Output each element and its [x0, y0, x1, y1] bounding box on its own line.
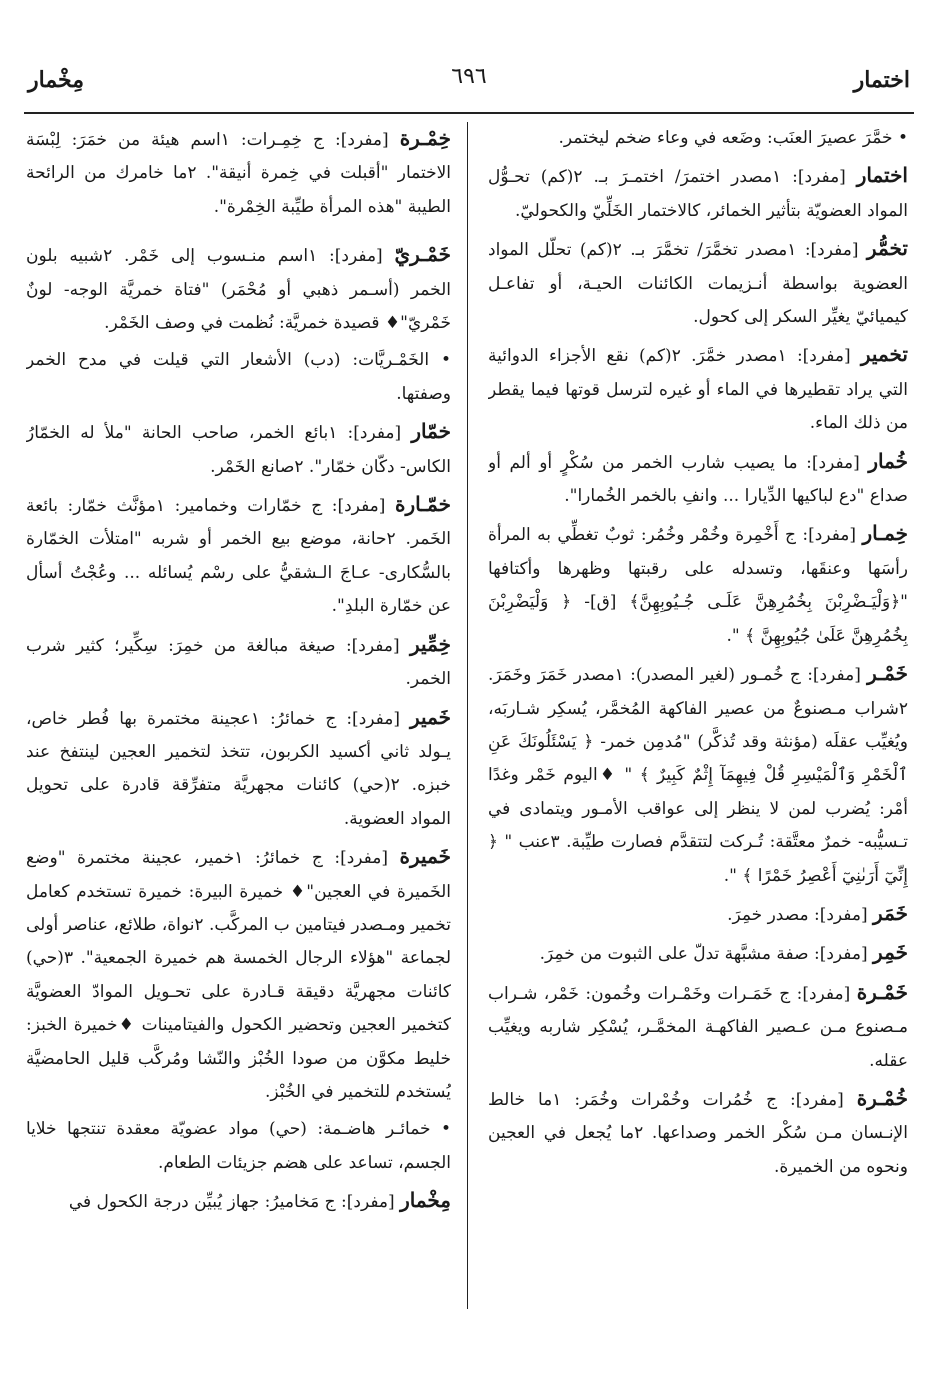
headword: خَمْـريّ	[394, 242, 451, 267]
headword: اختمار	[856, 163, 908, 188]
dictionary-entry	[26, 1113, 451, 1180]
entry-text: • خمَّرَ عصيرَ العنَب: وضَعه في وعاء ضخم ليختمر.	[558, 128, 908, 148]
entry-text: [مفرد]: مصدر خمِرَ.	[727, 904, 874, 925]
entry-text: [مفرد]: صفة مشبَّهة تدلّ على الثبوت من خمِرَ.	[539, 944, 874, 965]
dictionary-entry	[26, 415, 451, 484]
dictionary-entry	[488, 122, 908, 155]
dictionary-entry	[26, 628, 451, 697]
dictionary-entry	[488, 445, 908, 514]
headword: تخمير	[860, 342, 908, 367]
dictionary-entry	[488, 1082, 908, 1184]
dictionary-entry	[488, 517, 908, 653]
entry-text: [مفرد]: ج أَخْمِرة وخُمْر وخُمُر: ثوبٌ تغطِّي به المرأة رأسَها وعنقَها، وتسدله على رقبتها وظهرها وأكتافها "﴿وَلْيَـضْرِبْنَ بِخُمُرِهِنَّ عَلَـى جُـيُوبِهِنَّ﴾ [ق]- ﴿ وَلْيَضْرِبْنَ بِخُمُرِهِنَّ عَلَىٰ جُيُوبِهِنَّ ﴾ ".	[488, 525, 908, 646]
dictionary-entry	[26, 238, 451, 340]
entry-text: • خمائـر هاضـمة: (حي) مواد عضويّة معقدة تنتجها خلايا الجسم، تساعد على هضم جزيئات الطعام.	[26, 1119, 451, 1173]
dictionary-entry	[488, 936, 908, 971]
dictionary-entry	[488, 232, 908, 334]
dictionary-entry	[488, 897, 908, 932]
entry-text: [مفرد]: ج مَخاميرُ: جهاز يُبيِّن درجة الكحول في	[68, 1192, 401, 1213]
dictionary-entry	[26, 1184, 451, 1219]
dictionary-entry	[26, 122, 451, 224]
headword: خمّـارة	[394, 492, 451, 517]
entry-text: [مفرد]: ج خمائرُ: ١خمير، عجينة مختمرة "وضع الخَميرة في العجين"♦ خميرة البيرة: خميرة تستخدم كعامل تخمير ومـصدر فيتامين ب المركَّب. ٢نواة، طلائع، عناصر أولى لجماعة "هؤلاء الرجال الخمسة هم خميرة الجمعية". ٣(حي) كائنات مجهريَّة دقيقة قـادرة على تحـويل الموادّ العضويَّة كتخمير العجين وتحضير الكحول والفيتامينات ♦خميرة الخبز: خليط مكوَّن من صودا الخُبْز والنّشا ومُركَّب قليل الحامضيَّة يُستخدم للتخمير في الخُبْز.	[26, 848, 451, 1102]
headword: خِمِّير	[410, 631, 451, 656]
dictionary-entry	[26, 488, 451, 624]
entry-text: [مفرد]: ج خمّارات وخمامير: ١مؤنَّث خمّار: بائعة الخَمر. ٢حانة، موضع بيع الخمر أو شربه "امتلأت الخمّارة بالسُّكارى- عـاجَ الـشقيُّ على رسْم يُسائله ... وعُجْتُ أسأل عن خمّارة البلدِ".	[26, 496, 451, 617]
dictionary-entry	[488, 976, 908, 1078]
entry-text: [مفرد]: ١اسم منـسوب إلى خَمْر. ٢شبيه بلون الخمر (أسـمر ذهبي أو مُحْمَر) "فتاة خمريَّة الوجه- لونٌ خَمْريّ"♦ قصيدة خمريَّة: نُظمت في وصف الخَمْر.	[26, 246, 451, 334]
right-guide-word: اختمار	[853, 67, 910, 93]
header-rule	[24, 112, 914, 114]
dictionary-entry	[26, 344, 451, 411]
entry-text: [مفرد]: ١مصدر اختمرَ/ اختمـرَ بـ. ٢(كم) تحـوُّل المواد العضويّة بتأثير الخمائر، كالاختمار الخَلِّيّ والكحوليّ.	[488, 167, 908, 221]
headword: خِمـار	[862, 521, 908, 546]
headword: خَمْـر	[867, 661, 908, 686]
entry-text: [مفرد]: ج خُمُرات وخُمْرات وخُمَر: ١ما خالط الإنـسان مـن سُكْر الخمر وصداعها. ٢ما يُجعل في العجين ونحوه من الخميرة.	[488, 1089, 908, 1177]
headword: خُمار	[868, 448, 908, 473]
dictionary-entry	[488, 338, 908, 440]
entry-text: [مفرد]: ج خَمَـرات وخَمْـرات وخُمون: خَمْر، شـراب مـصنوع مـن عـصير الفاكهـة المخمَّـر، يُسْكِر شاربه ويغيِّب عقله.	[488, 983, 908, 1071]
left-column	[26, 122, 451, 1319]
dictionary-entry	[488, 657, 908, 893]
left-guide-word: مِخْمار	[28, 67, 85, 93]
entry-text: [مفرد]: ١مصدر خمَّرَ. ٢(كم) نقع الأجزاء الدوائية التي يراد تقطيرها في الماء أو غيره لترسل قوتها فيما يقطر من ذلك الماء.	[488, 346, 908, 434]
headword: خَمِر	[873, 940, 908, 965]
headword: خُمْـرة	[856, 1085, 908, 1110]
entry-text: [مفرد]: ما يصيب شارب الخمر من سُكْرٍ أو ألم أو صداع "دع لباكيها الدِّيارا ... وانفِ بالخمر الخُمارا".	[488, 452, 908, 507]
entry-text: [مفرد]: ج خُمـور (لغير المصدر): ١مصدر خَمَرَ وخَمَرَ. ٢شراب مـصنوعٌ من عصير الفاكهة المُخمَّر، يُسكِر شـاربَه، ويُغيِّب عقلَه (مؤنثة وقد تُذكَّر) "مُدمِن خمر- ﴿ يَسْئَلُونَكَ عَنِ ٱلْخَمْرِ وَٱلْمَيْسِرِ قُلْ فِيهِمَآ إِثْمٌ كَبِيرٌ ﴾ " ♦اليوم خَمْر وغدًا أمْر: يُضرب لمن لا ينظر إلى عواقب الأمـور ويتمادى في تـسيُّبه- خمرٌ معتَّقة: تُـركت لتتقدَّم فصارت طيِّبة. ٣عنب " ﴿ إِنِّيٓ أَرَىٰنِيٓ أَعْصِرُ خَمْرًا ﴾ ".	[488, 665, 908, 886]
entry-text: [مفرد]: ١بائع الخمر، صاحب الحانة "ملأ له الخمّارُ الكاس- دكّان خمّار". ٢صانع الخَمْر.	[26, 423, 451, 477]
headword: خَمْـرة	[856, 979, 908, 1004]
page-header	[28, 58, 910, 102]
entry-text: • الخَمْـريَّات: (دب) الأشعار التي قيلت في مدح الخمر وصفتها.	[26, 350, 451, 404]
headword: مِخْمار	[400, 1188, 451, 1213]
entry-text: [مفرد]: ج خِمِـرات: ١اسم هيئة من خمَرَ: لِبْسَة الاختمار "أقبلت في خِمرة أنيقة". ٢ما خامرك من الرائحة الطيبة "هذه المرأة طيِّبة الخِمْرة".	[26, 130, 451, 217]
headword: خَميرة	[399, 844, 451, 869]
entry-text: [مفرد]: ١مصدر تخمَّرَ/ تخمَّرَ بـ. ٢(كم) تحلّل المواد العضوية بواسطة أنـزيمات الكائنات الحيـة، أو تفاعـل كيميائيّ يغيِّر السكر إلى كحول.	[488, 240, 908, 328]
column-divider	[467, 122, 468, 1309]
headword: خِمْـرة	[399, 126, 451, 150]
entry-text: [مفرد]: ج خمائرُ: ١عجينة مختمرة بها فُطر خاص، يـولد ثاني أكسيد الكربون، تتخذ لتخمير العجين لينتفخ عند خبزه. ٢(حي) كائنات مجهريَّة متفرِّقة قادرة على تحويل المواد العضوية.	[26, 708, 451, 829]
dictionary-entry	[488, 159, 908, 228]
page-number: ٦٩٦	[451, 64, 487, 89]
entry-text: [مفرد]: صيغة مبالغة من خمِرَ: سِكِّير؛ كثير شرب الخمر.	[26, 635, 451, 690]
right-column	[488, 122, 908, 1319]
dictionary-entry	[26, 701, 451, 837]
headword: تخمُّر	[866, 236, 908, 261]
headword: خَمير	[410, 704, 451, 729]
dictionary-entry	[26, 840, 451, 1109]
headword: خمّار	[411, 419, 451, 444]
headword: خَمَر	[873, 900, 908, 925]
